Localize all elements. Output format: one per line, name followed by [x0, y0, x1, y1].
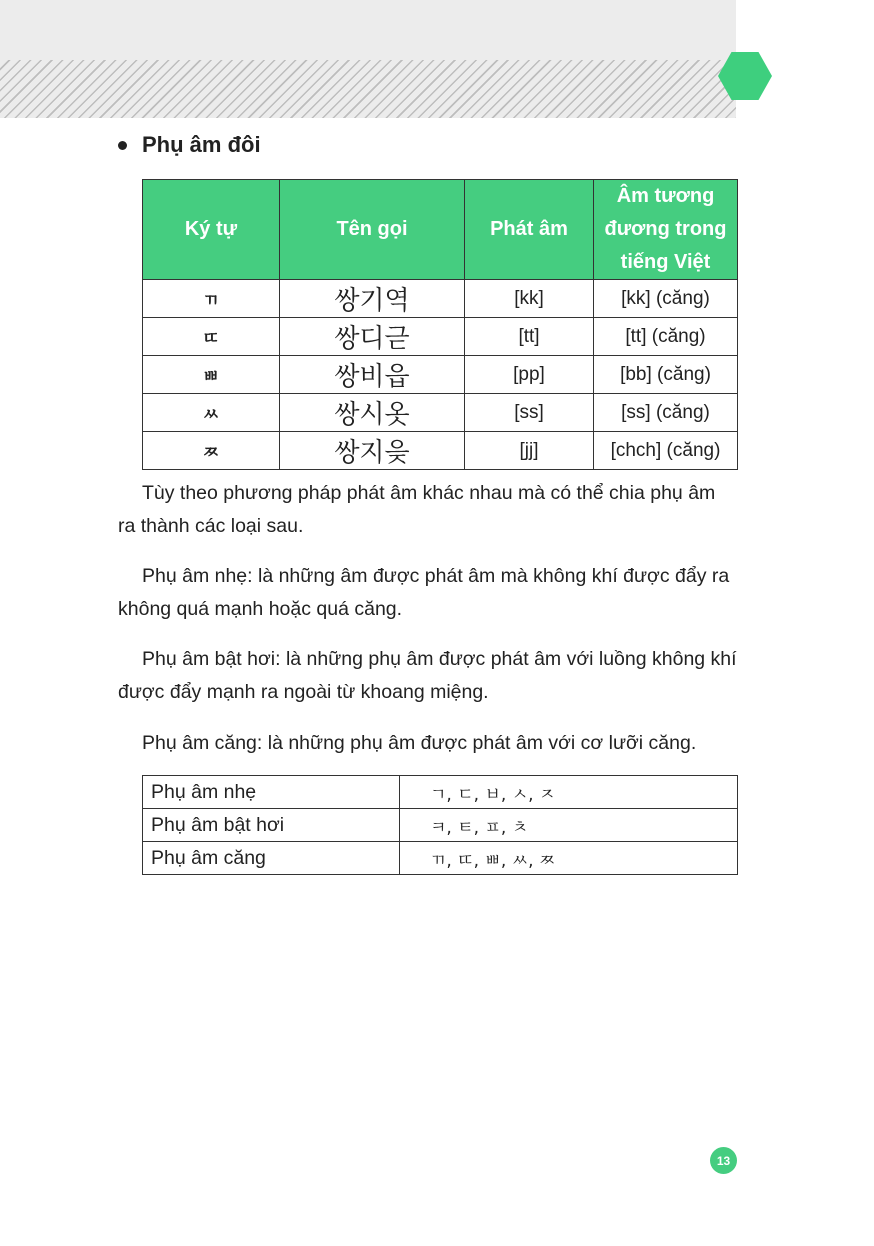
consonant-types-table: [142, 775, 738, 875]
col-header-pron: Phát âm: [465, 180, 594, 280]
table-row: [143, 280, 738, 318]
paragraph-text: Phụ âm bật hơi: là những phụ âm được phát âm với luồng không khí được đẩy mạnh ra ngoài từ khoang miệng.: [118, 648, 737, 703]
cell-char: ㄲ: [143, 280, 280, 318]
table-row: [143, 776, 738, 809]
cell-name: 쌍지읒: [280, 432, 465, 470]
cell-pron: [kk]: [465, 280, 594, 318]
table-row: [143, 356, 738, 394]
cell-equiv: [kk] (căng): [594, 280, 738, 318]
table-row: [143, 318, 738, 356]
cell-equiv: [ss] (căng): [594, 394, 738, 432]
cell-letters: ㄱ, ㄷ, ㅂ, ㅅ, ㅈ: [400, 776, 738, 809]
paragraph-light: [118, 560, 738, 626]
table-header-row: [143, 180, 738, 280]
header-stripes: [0, 60, 736, 118]
cell-name: 쌍디귿: [280, 318, 465, 356]
paragraph-text: Phụ âm nhẹ: là những âm được phát âm mà không khí được đẩy ra không quá mạnh hoặc quá căng.: [118, 565, 730, 620]
section-title: Phụ âm đôi: [142, 132, 261, 157]
cell-letters: ㅋ, ㅌ, ㅍ, ㅊ: [400, 809, 738, 842]
cell-char: ㄸ: [143, 318, 280, 356]
page-number: 13: [710, 1147, 737, 1174]
table-row: [143, 432, 738, 470]
table-row: [143, 809, 738, 842]
cell-name: 쌍비읍: [280, 356, 465, 394]
cell-char: ㅉ: [143, 432, 280, 470]
paragraph-text: Tùy theo phương pháp phát âm khác nhau mà có thể chia phụ âm ra thành các loại sau.: [118, 482, 716, 537]
paragraph-tense: [118, 727, 738, 760]
cell-type: Phụ âm nhẹ: [143, 776, 400, 809]
cell-pron: [tt]: [465, 318, 594, 356]
cell-type: Phụ âm căng: [143, 842, 400, 875]
cell-equiv: [chch] (căng): [594, 432, 738, 470]
cell-equiv: [tt] (căng): [594, 318, 738, 356]
cell-letters: ㄲ, ㄸ, ㅃ, ㅆ, ㅉ: [400, 842, 738, 875]
col-header-equiv: Âm tương đương trong tiếng Việt: [594, 180, 738, 280]
cell-char: ㅃ: [143, 356, 280, 394]
table-row: [143, 394, 738, 432]
paragraph-aspirated: [118, 643, 738, 709]
bullet-icon: [118, 141, 127, 150]
col-header-char: Ký tự: [143, 180, 280, 280]
cell-pron: [jj]: [465, 432, 594, 470]
cell-pron: [pp]: [465, 356, 594, 394]
cell-type: Phụ âm bật hơi: [143, 809, 400, 842]
paragraph-intro: [118, 477, 738, 543]
cell-equiv: [bb] (căng): [594, 356, 738, 394]
paragraph-text: Phụ âm căng: là những phụ âm được phát âm với cơ lưỡi căng.: [142, 732, 697, 754]
double-consonants-table: [142, 179, 738, 470]
cell-pron: [ss]: [465, 394, 594, 432]
col-header-name: Tên gọi: [280, 180, 465, 280]
table-row: [143, 842, 738, 875]
cell-name: 쌍시옷: [280, 394, 465, 432]
cell-name: 쌍기역: [280, 280, 465, 318]
section-heading: [118, 132, 261, 158]
cell-char: ㅆ: [143, 394, 280, 432]
